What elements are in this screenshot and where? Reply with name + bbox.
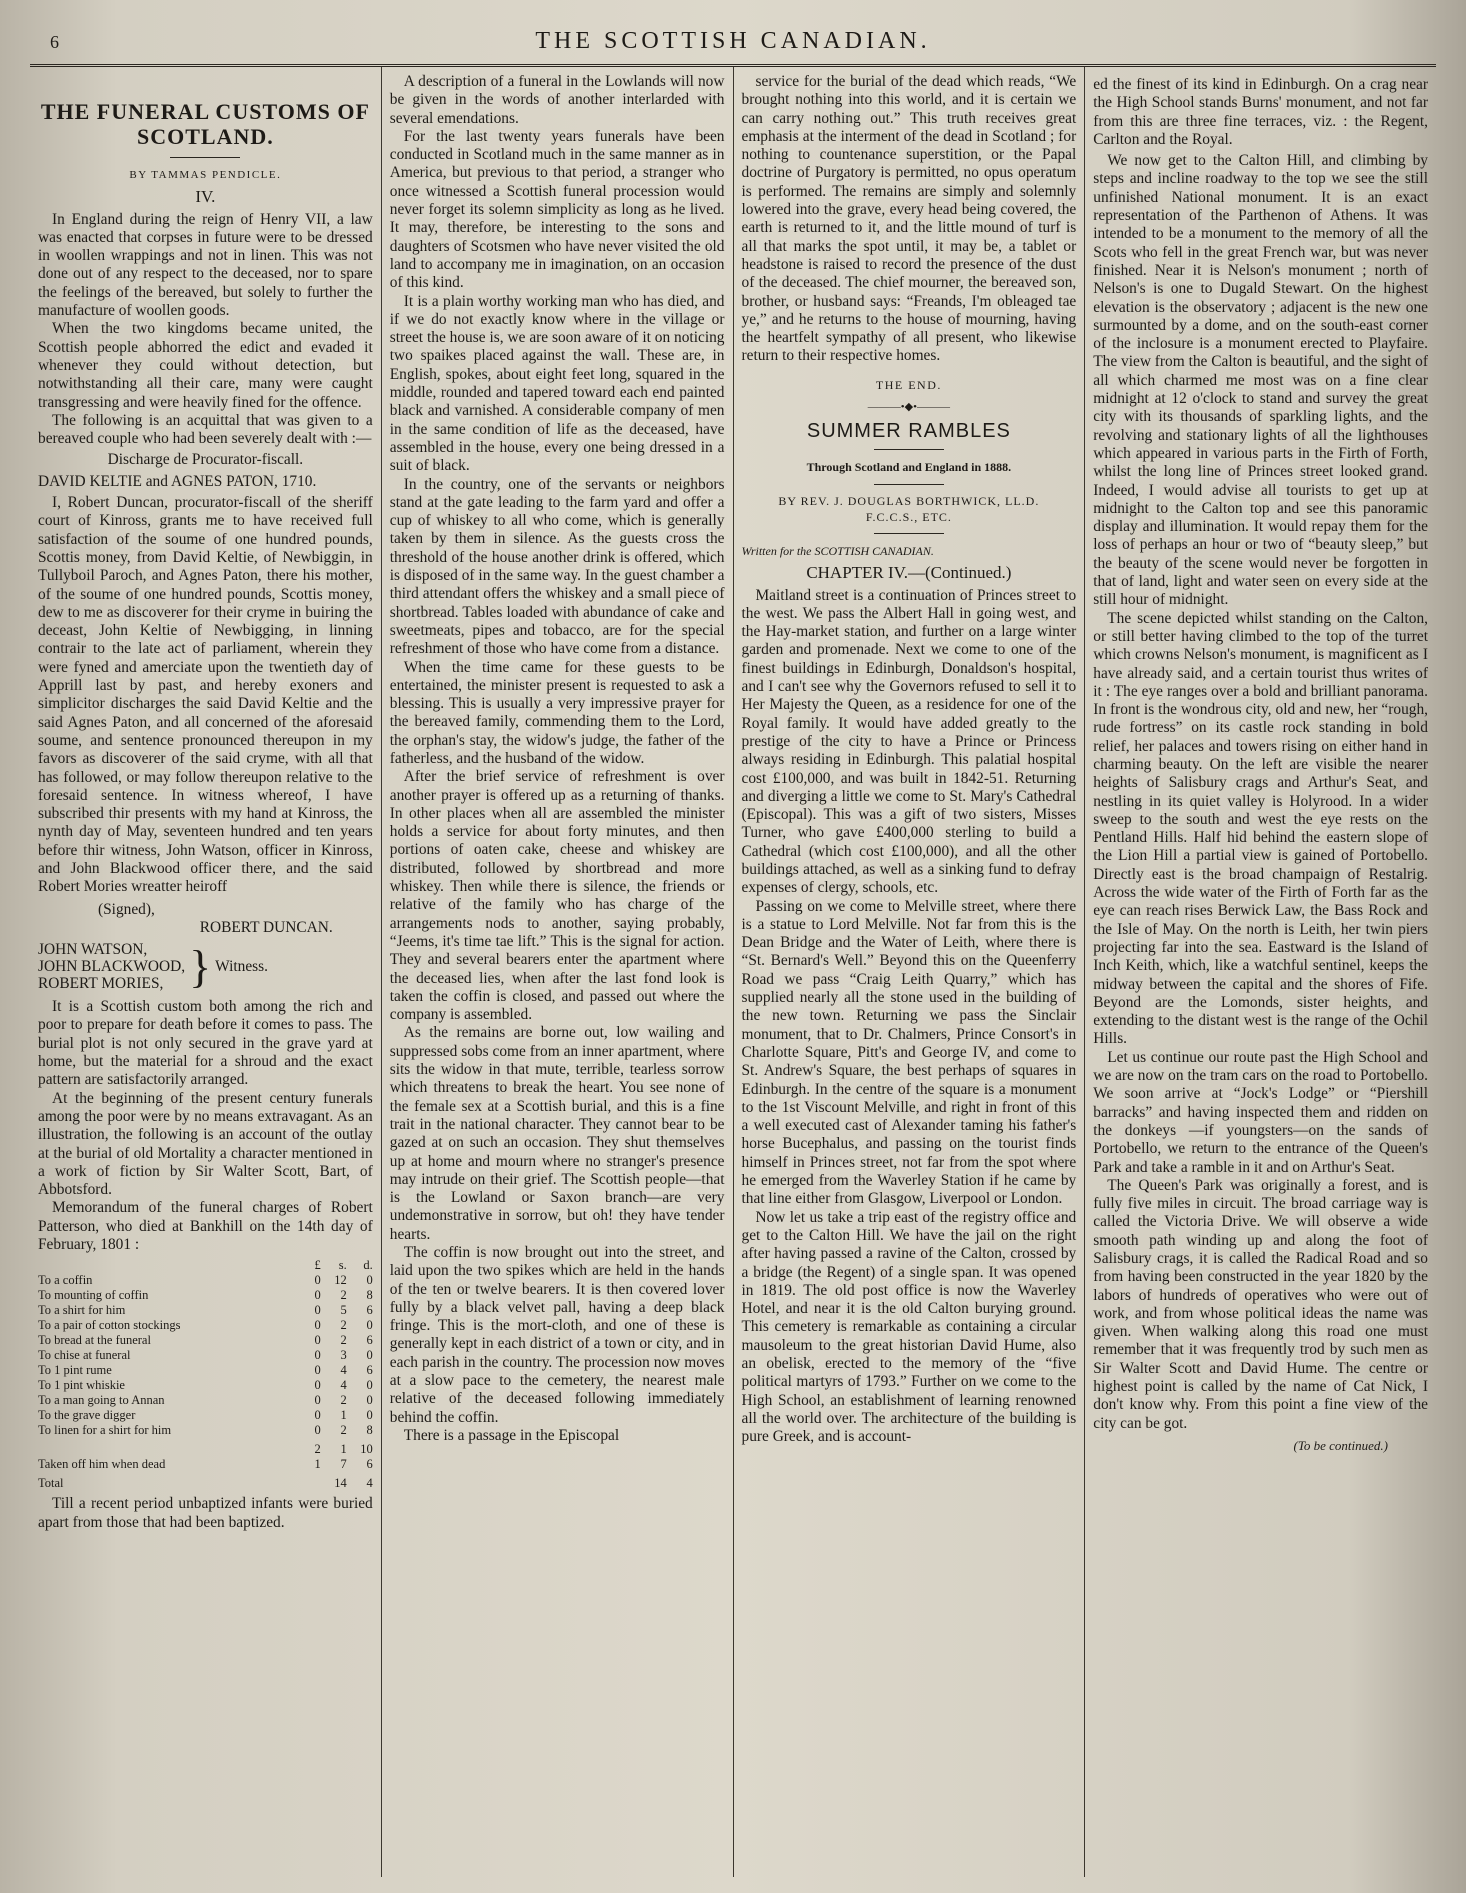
charge-pounds: 0 bbox=[314, 1363, 321, 1378]
charge-shillings: 2 bbox=[340, 1333, 347, 1348]
witness-block bbox=[38, 941, 373, 992]
paragraph: There is a passage in the Episcopal bbox=[403, 1426, 620, 1444]
charge-row bbox=[38, 1348, 373, 1363]
charge-pence: 0 bbox=[366, 1408, 373, 1423]
rambles-article-title: SUMMER RAMBLES bbox=[806, 420, 1011, 443]
funeral-part-number: IV. bbox=[195, 187, 216, 207]
charge-pounds: 0 bbox=[314, 1348, 321, 1363]
title-rule bbox=[874, 449, 944, 450]
charge-shillings: 4 bbox=[340, 1378, 347, 1393]
charge-item: To mounting of coffin bbox=[38, 1288, 149, 1303]
charge-item: To chise at funeral bbox=[38, 1348, 131, 1363]
discharge-text: I, Robert Duncan, procurator-fiscall of the sheriff court of Kinross, grants me to have received full satisfaction of the soume of one hundred pounds, Scottis money, from David Keltie, of Newbiggin, in Tullyboil Paroch, and Agnes Paton, there his mother, of the soume of one hundred pounds, Scottis money, dew to me as discoverer for their cryme in buiring the deceast, John Keltie of Newbigging, in linning contrair to the late act of parliament, wherein they were fyned and amerciate upon the twentieth day of Apprill last by past, and hereby exoners and simplicitor discharges the said David Keltie and the said Agnes Paton, and all concerned of the aforesaid soume, and sentence pronounced thereupon in my favors as discoverer of the said cryme, with all that has followed, or may follow thereupon relative to the foresaid sentence. In witness whereof, I have subscribed thir presents with my hand at Kinross, the nynth day of May, seventeen hundred and ten years before thir witness, John Watson, officer in Kinross, and John Blackwood officer there, and the said Robert Mories wreatter heiroff bbox=[38, 494, 373, 896]
column-2 bbox=[382, 67, 734, 1877]
charge-pence: 0 bbox=[366, 1378, 373, 1393]
charge-pounds: 0 bbox=[314, 1318, 321, 1333]
ornament-icon: ———•◆•——— bbox=[867, 401, 950, 414]
signed-label: (Signed), bbox=[98, 900, 155, 918]
charge-pounds: 0 bbox=[314, 1333, 321, 1348]
taken-off-pounds: 1 bbox=[314, 1457, 321, 1472]
charge-shillings: 4 bbox=[340, 1363, 347, 1378]
column-4 bbox=[1085, 67, 1436, 1877]
charge-pence: 0 bbox=[366, 1393, 373, 1408]
charge-pounds: 0 bbox=[314, 1378, 321, 1393]
paragraph: After the brief service of refreshment is over another prayer is offered up as a returning of thanks. In other places when all are assembled the minister holds a service for about forty minutes, and then portions of oaten cake, cheese and whiskey are distributed, followed by shortbread and more whiskey. Then while there is silence, the friends or relative of the family who has charge of the arrangements nods to another, saying probably, “Jeems, it's time tae lift.” This is the signal for action. They and several bearers enter the apartment where the deceased lies, when after the last fond look is taken the coffin is closed, and passed out where the company is assembled. bbox=[389, 768, 725, 1024]
total-label: Total bbox=[38, 1476, 64, 1491]
paragraph: It is a plain worthy working man who has died, and if we do not exactly know where in the village or street the house is, we are soon aware of it on noticing two spaikes placed against the wall. These are, in English, spokes, about eight feet long, squared in the middle, rounded and tapered toward each end painted black and varnished. A considerable company of men in the same condition of life as the deceased, have assembled in the house, every one being dressed in a suit of black. bbox=[389, 292, 725, 475]
charge-item: To the grave digger bbox=[38, 1408, 136, 1423]
paragraph: As the remains are borne out, low wailing and suppressed sobs come from an inner apartment, where sits the widow in that mute, terrible, tearless sorrow which threatens to break the heart. You see none of the female sex at a Scottish burial, and this is a fine trait in the national character. They cannot bear to be gazed at on such an occasion. They shut themselves up at home and mourn where no stranger's presence may intrude on their grief. The Scottish people—that is the Lowland or Saxon branch—are very undemonstrative in sorrow, but oh! they have tender hearts. bbox=[389, 1024, 725, 1243]
charge-shillings: 5 bbox=[340, 1303, 347, 1318]
subtitle-rule bbox=[874, 484, 944, 485]
the-end-label: THE END. bbox=[875, 377, 942, 392]
charge-row bbox=[38, 1333, 373, 1348]
charge-item: To bread at the funeral bbox=[38, 1333, 151, 1348]
charge-pence: 6 bbox=[366, 1303, 373, 1318]
rambles-subtitle: Through Scotland and England in 1888. bbox=[806, 459, 1012, 474]
masthead bbox=[30, 20, 1436, 67]
charge-row bbox=[38, 1393, 373, 1408]
subtotal-pence: 10 bbox=[360, 1442, 373, 1457]
charge-shillings: 12 bbox=[334, 1273, 347, 1288]
subtotal-pounds: 2 bbox=[314, 1442, 321, 1457]
taken-off-label: Taken off him when dead bbox=[38, 1457, 166, 1472]
page-number: 6 bbox=[50, 32, 59, 52]
paragraph: Till a recent period unbaptized infants were buried apart from those that had been baptized. bbox=[38, 1495, 373, 1531]
charge-pence: 6 bbox=[366, 1363, 373, 1378]
charge-row bbox=[38, 1363, 373, 1378]
paragraph: service for the burial of the dead which reads, “We brought nothing into this world, and it is certain we can carry nothing out.” This truth receives great emphasis at the interment of the dead in Scotland ; for nothing to countenance superstition, or the Papal doctrine of Purgatory is permitted, no opus operatum is performed. The remains are simply and solemnly lowered into the grave, every head being covered, the earth is returned to it, and the little mound of turf is all that marks the spot until, it may be, a tablet or headstone is raised to record the presence of the dust of the deceased. The chief mourner, the bereaved son, brother, or husband says: “Freands, I'm obleaged tae ye,” and he returns to the house of mourning, having the heartfelt sympathy of all present, who likewise return to their respective homes. bbox=[741, 73, 1077, 365]
funeral-charges-table bbox=[38, 1258, 373, 1491]
column-3 bbox=[734, 67, 1086, 1877]
charge-item: To linen for a shirt for him bbox=[38, 1423, 172, 1438]
charge-pounds: 0 bbox=[314, 1303, 321, 1318]
charge-pounds: 0 bbox=[314, 1273, 321, 1288]
paragraph: When the two kingdoms became united, the Scottish people abhorred the edict and evaded it whenever they could without detection, but notwithstanding all their care, many were caught transgressing and were heavily fined for the offence. bbox=[38, 320, 373, 411]
charge-row bbox=[38, 1423, 373, 1438]
charges-body bbox=[38, 1273, 373, 1438]
title-rule bbox=[170, 157, 240, 158]
brace-icon: } bbox=[189, 940, 212, 992]
total-pounds bbox=[295, 1472, 321, 1491]
signer-name: ROBERT DUNCAN. bbox=[199, 918, 333, 936]
charge-row bbox=[38, 1303, 373, 1318]
witness-names bbox=[38, 941, 185, 992]
charge-item: To a shirt for him bbox=[38, 1303, 126, 1318]
charge-item: To 1 pint whiskie bbox=[38, 1378, 125, 1393]
subtotal-row bbox=[38, 1438, 373, 1457]
charge-shillings: 2 bbox=[340, 1423, 347, 1438]
paragraph: When the time came for these guests to be entertained, the minister present is requested to ask a blessing. This is usually a very impressive prayer for the bereaved family, commending them to the Lord, the orphan's stay, the widow's judge, the father of the fatherless, and the husband of the widow. bbox=[389, 658, 725, 767]
charge-pounds: 0 bbox=[314, 1393, 321, 1408]
rambles-byline bbox=[742, 493, 1077, 525]
charge-item: To a pair of cotton stockings bbox=[38, 1318, 181, 1333]
funeral-byline: BY TAMMAS PENDICLE. bbox=[129, 169, 282, 181]
charge-item: To a man going to Annan bbox=[38, 1393, 165, 1408]
charge-pounds: 0 bbox=[314, 1423, 321, 1438]
total-row bbox=[38, 1472, 373, 1491]
taken-off-pence: 6 bbox=[366, 1457, 373, 1472]
charge-row bbox=[38, 1273, 373, 1288]
charge-shillings: 2 bbox=[340, 1288, 347, 1303]
paper-title: THE SCOTTISH CANADIAN. bbox=[535, 28, 931, 54]
charge-pence: 0 bbox=[366, 1273, 373, 1288]
taken-off-row bbox=[38, 1457, 373, 1472]
paragraph: In the country, one of the servants or neighbors stand at the gate leading to the farm yard and offer a cup of whiskey to all who come, which is generally taken by them in silence. As the guests cross the threshold of the house another drink is offered, which is disposed of in the same way. In the guest chamber a third attendant offers the whiskey and a small piece of shortbread. Tables loaded with abundance of cake and sweetmeats, pipes and tobacco, are for the special refreshment of those who have come from a distance. bbox=[389, 475, 725, 658]
paragraph: We now get to the Calton Hill, and climbing by steps and incline roadway to the top we see the still unfinished National monument. It is an exact representation of the Parthenon of Athens. It was intended to be a monument to the memory of all the Scots who fell in the great French war, but was never finished. Near it is Nelson's monument ; north of Nelson's is one to Dugald Stewart. On the highest elevation is the observatory ; adjacent is the new one surmounted by a dome, and on the south-east corner of the inclosure is a monument erected to Playfaire. The view from the Calton is beautiful, and the sight of all which charmed me most was on a fine clear midnight at 12 o'clock to stand and survey the great city with its thousands of sparkling lights, and the revolving and stationary lights of all the lighthouses which appeared in various parts in the Firth of Forth, whilst the long line of Princes street looked grand. Indeed, I would advise all tourists to get up at midnight to the Calton top and see this panoramic display and illumination. It would repay them for the loss of perhaps an hour or two of “beauty sleep,” but the beauty of the scene would never be forgotten in that of land, light and water seen on every side at the still hour of midnight. bbox=[1093, 152, 1428, 609]
witness-name: JOHN BLACKWOOD, bbox=[38, 958, 186, 976]
paragraph: ed the finest of its kind in Edinburgh. On a crag near the High School stands Burns' monument, and not far from this are three fine terraces, viz. : the Regent, Carlton and the Royal. bbox=[1093, 76, 1428, 148]
charge-item: To a coffin bbox=[38, 1273, 93, 1288]
discharge-parties: DAVID KELTIE and AGNES PATON, 1710. bbox=[38, 472, 317, 490]
charge-row bbox=[38, 1318, 373, 1333]
paragraph: It is a Scottish custom both among the rich and poor to prepare for death before it comes to pass. The burial plot is not only secured in the grave yard at home, but the material for a shroud and the exact pattern are satisfactorily arranged. bbox=[38, 998, 373, 1089]
byline-credentials: F.C.C.S., ETC. bbox=[865, 509, 952, 524]
byline-author: BY REV. J. DOUGLAS BORTHWICK, LL.D. bbox=[778, 493, 1040, 508]
charge-pence: 6 bbox=[366, 1333, 373, 1348]
paragraph: Passing on we come to Melville street, where there is a statue to Lord Melville. Not far from this is the Dean Bridge and the Water of Leith, where there is “St. Bernard's Well.” Beyond this on the Queenferry Road we pass “Craig Leith Quarry,” which has supplied nearly all the stone used in the building of the new town. Returning we pass the Sinclair monument, that to Dr. Chalmers, Prince Consort's in Charlotte Square, Pitt's and George IV, and come to St. Andrew's Square, the best perhaps of squares in Edinburgh. In the centre of the square is a monument to the 1st Viscount Melville, and right in front of this a well executed cast of Alexander taming his father's horse Bucephalus, and passing on the tourist finds himself in Princes street, not far from the spot where he emerged from the Waverley Station if he came by that line either from Glasgow, Liverpool or London. bbox=[741, 897, 1077, 1208]
charge-pence: 0 bbox=[366, 1318, 373, 1333]
paragraph: The Queen's Park was originally a forest, and is fully five miles in circuit. The broad carriage way is called the Victoria Drive. We will observe a wide smooth path winding up and along the foot of Salisbury crags, it is called the Radical Road and so from having been constructed in the year 1820 by the labors of hundreds of operatives who were out of work, and from whose political ideas the name was given. When walking along this road one must remember that it was frequently trod by such men as Sir Walter Scott and David Hume. The centre or highest point is called by the name of Cat Nick, I don't know why. From this point a fine view of the city can be got. bbox=[1093, 1176, 1428, 1432]
charge-pounds: 0 bbox=[314, 1288, 321, 1303]
paragraph: The following is an acquittal that was given to a bereaved couple who had been severely dealt with :— bbox=[38, 411, 373, 448]
written-for-note: Written for the SCOTTISH CANADIAN. bbox=[741, 543, 934, 558]
witness-name: ROBERT MORIES, bbox=[38, 975, 164, 993]
charge-shillings: 2 bbox=[340, 1393, 347, 1408]
table-header-row bbox=[38, 1258, 373, 1273]
charge-row bbox=[38, 1378, 373, 1393]
charge-pence: 0 bbox=[366, 1348, 373, 1363]
taken-off-shillings: 7 bbox=[340, 1457, 347, 1472]
charge-item: To 1 pint rume bbox=[38, 1363, 112, 1378]
charge-pence: 8 bbox=[366, 1288, 373, 1303]
byline-rule bbox=[874, 533, 944, 534]
to-be-continued: (To be continued.) bbox=[1293, 1437, 1388, 1453]
charge-shillings: 1 bbox=[340, 1408, 347, 1423]
charge-shillings: 3 bbox=[340, 1348, 347, 1363]
charge-shillings: 2 bbox=[340, 1318, 347, 1333]
witness-label: Witness. bbox=[215, 957, 268, 975]
paragraph: Maitland street is a continuation of Princes street to the west. We pass the Albert Hall in going west, and the Hay-market station, and further on a large winter garden and promenade. Next we come to one of the finest buildings in Edinburgh, Donaldson's hospital, and I can't see why the Governors refused to sell it to Her Majesty the Queen, as a residence for one of the Royal family. It would have added greatly to the prestige of the city to have a Prince or Princess always residing in Edinburgh. This palatial hospital cost £100,000, and was built in 1842-51. Returning and diverging a little we come to St. Mary's Cathedral (Episcopal). This was a gift of two sisters, Misses Turner, who gave £400,000 sterling to build a Cathedral (which cost £100,000), and all the other buildings attached, as well as a sinking fund to defray expenses of clergy, schools, etc. bbox=[741, 586, 1077, 897]
paragraph: The scene depicted whilst standing on the Calton, or still better having climbed to the top of the turret which crowns Nelson's monument, is magnificent as I have already said, and a certain tourist thus writes of it : The eye ranges over a bold and brilliant panorama. In front is the wondrous city, old and new, her “rough, rude fortress” on its castle rock standing in bold relief, her palaces and towers rising on either hand in charming beauty. On the left are visible the nearer heights of Salisbury crags and Arthur's Seat, and nestling in its quiet valley is Holyrood. In a wider sweep to the south and west the eye rests on the Pentland Hills. Half hid behind the eastern slope of the Lion Hill a partial view is gained of Portobello. Directly east is the broad champaign of Restalrig. Across the wide water of the Firth of Forth far as the eye can reach rises Berwick Law, the Bass Rock and the Isle of May. On the north is Leith, her twin piers projecting far into the sea. Eastward is the Island of Inch Keith, which, like a watchful sentinel, keeps the midway between the capital and the shores of Fife. Beyond are the Lomonds, sister heights, and extending to the distant west is the range of the Ochil Hills. bbox=[1093, 609, 1428, 1048]
charge-row bbox=[38, 1408, 373, 1423]
column-1 bbox=[30, 67, 382, 1877]
paragraph: Now let us take a trip east of the registry office and get to the Calton Hill. We have the jail on the right after having passed a ravine of the Calton, crossed by a bridge (the Regent) of a single span. It was opened in 1819. The old post office is now the Waverley Hotel, and near it is the old Calton burying ground. This cemetery is remarkable as containing a circular mausoleum to the great historian David Hume, also an obelisk, erected to the memory of the “five political martyrs of 1793.” Further on we come to the High School, an establishment of learning renowned all the world over. The architecture of the building is pure Greek, and is account- bbox=[741, 1208, 1077, 1446]
total-pence: 4 bbox=[366, 1476, 373, 1491]
funeral-article-title: THE FUNERAL CUSTOMS OF SCOTLAND. bbox=[40, 99, 370, 149]
pence-header: d. bbox=[363, 1258, 373, 1273]
paragraph: Memorandum of the funeral charges of Robert Patterson, who died at Bankhill on the 14th day of February, 1801 : bbox=[38, 1199, 373, 1254]
pounds-header: £ bbox=[314, 1258, 321, 1273]
paragraph: In England during the reign of Henry VII, a law was enacted that corpses in future were to be dressed in woollen wrappings and not in linen. This was not done out of any respect to the deceased, nor to spare the feelings of the bereaved, but solely to further the manufacture of woollen goods. bbox=[38, 210, 373, 320]
total-shillings: 14 bbox=[334, 1476, 347, 1491]
paragraph: The coffin is now brought out into the street, and laid upon the two spikes which are held in the hands of the ten or twelve bearers. It is then covered lover fully by a black velvet pall, having a deep black fringe. This is the mort-cloth, and one of these is generally kept in each district of a town or city, and in each parish in the country. The procession now moves at a slow pace to the cemetery, the nearest male relative of the deceased following immediately behind the coffin. bbox=[389, 1244, 725, 1426]
discharge-heading: Discharge de Procurator-fiscall. bbox=[107, 451, 304, 469]
paragraph: Let us continue our route past the High School and we are now on the tram cars on the road to Portobello. We soon arrive at “Jock's Lodge” or “Piershill barracks” and having inspected them and ridden on the donkeys —if youngsters—on the sands of Portobello, we return to the entrance of the Queen's Park and take a ramble in it and on Arthur's Seat. bbox=[1093, 1048, 1428, 1176]
charge-pence: 8 bbox=[366, 1423, 373, 1438]
shillings-header: s. bbox=[338, 1258, 347, 1273]
paragraph: At the beginning of the present century funerals among the poor were by no means extravagant. As an illustration, the following is an account of the outlay at the burial of old Mortality a character mentioned in a work of fiction by Sir Walter Scott, Bart, of Abbotsford. bbox=[38, 1089, 373, 1199]
subtotal-shillings: 1 bbox=[340, 1442, 347, 1457]
charge-pounds: 0 bbox=[314, 1408, 321, 1423]
paragraph: For the last twenty years funerals have been conducted in Scotland much in the same manner as in America, but previous to that period, a stranger who once witnessed a Scottish funeral procession would never forget its solemn simplicity as long as he lived. It may, therefore, be interesting to the sons and daughters of Scotsmen who have never visited the old land to accompany me in imagination, on an occasion of this kind. bbox=[389, 127, 725, 292]
witness-name: JOHN WATSON, bbox=[38, 941, 148, 959]
chapter-heading: CHAPTER IV.—(Continued.) bbox=[806, 563, 1012, 583]
charge-row bbox=[38, 1288, 373, 1303]
paragraph: A description of a funeral in the Lowlands will now be given in the words of another interlarded with several emendations. bbox=[389, 73, 725, 127]
columns bbox=[30, 67, 1436, 1877]
